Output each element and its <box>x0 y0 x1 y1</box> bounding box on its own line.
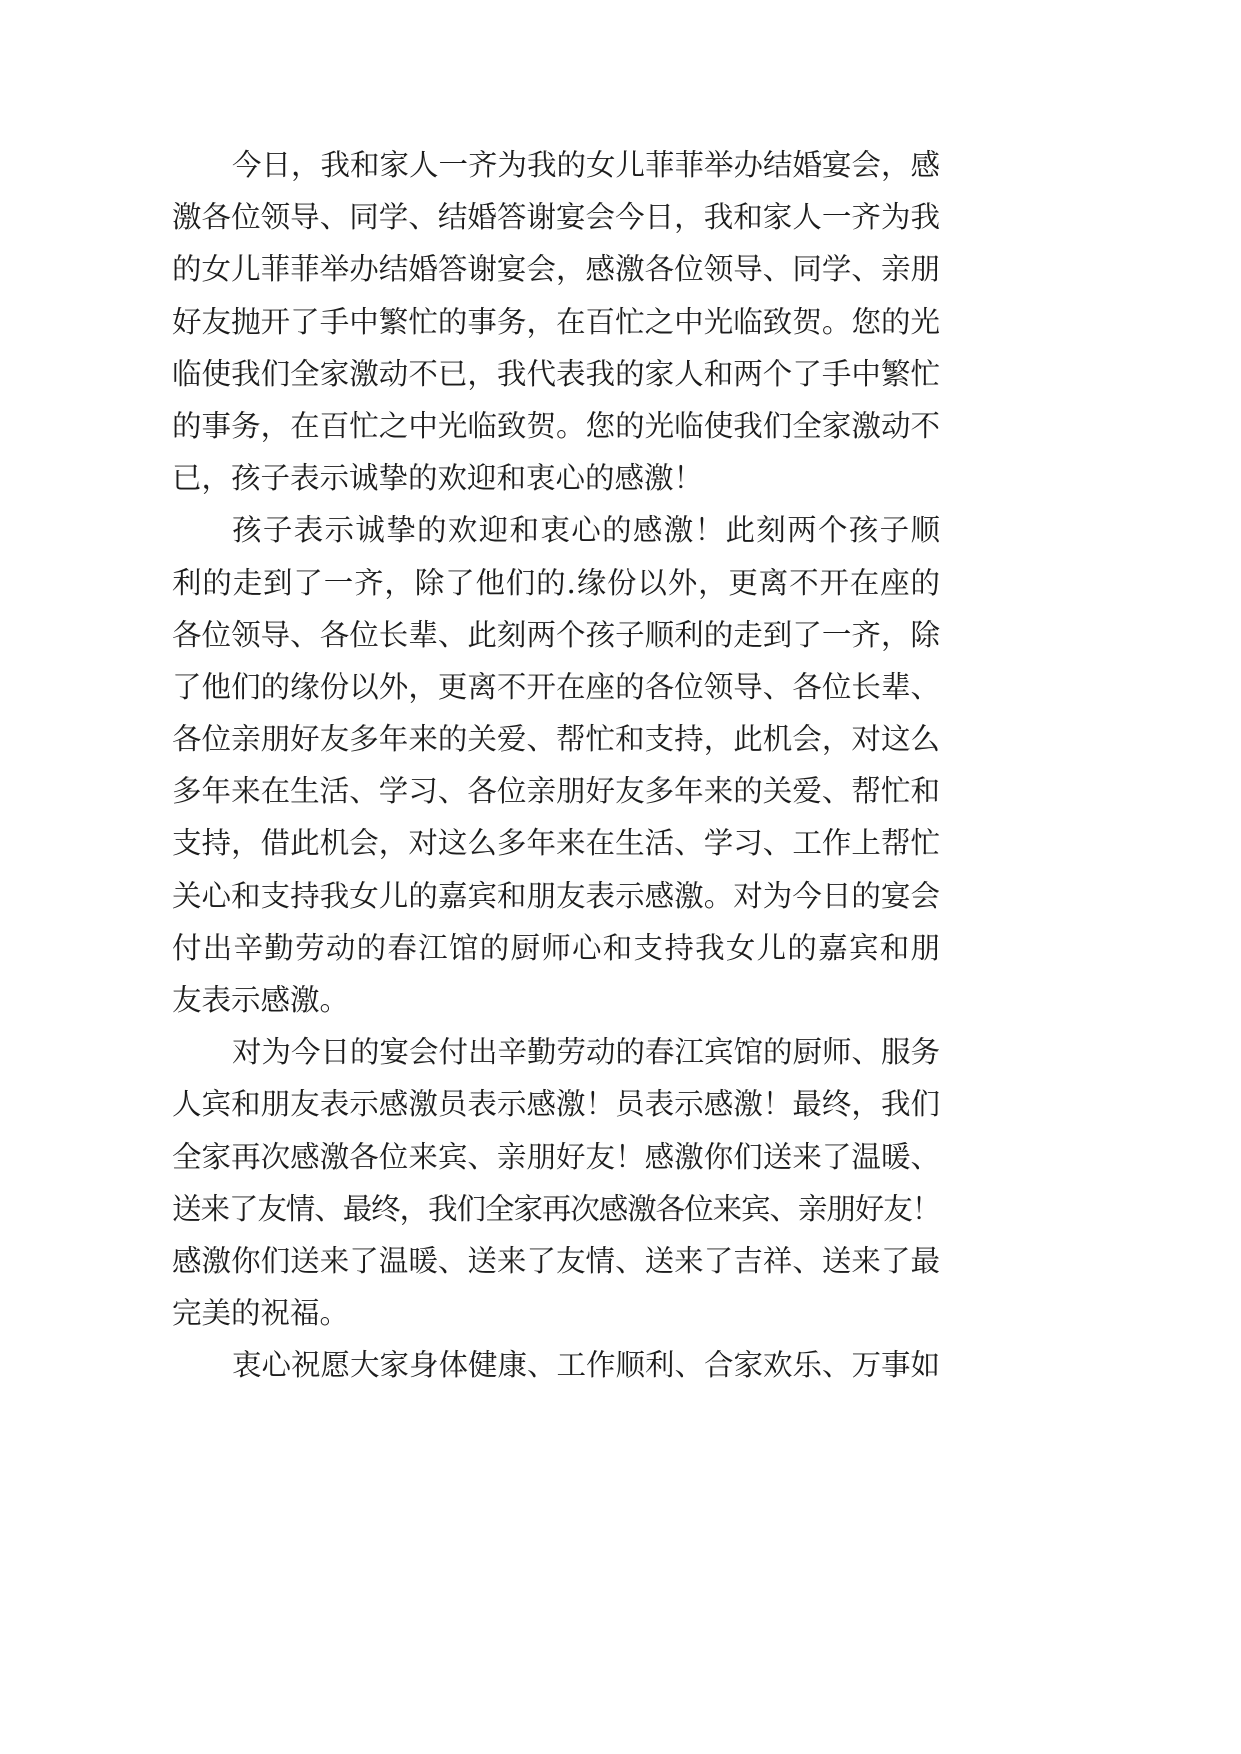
paragraph-1 <box>172 139 940 504</box>
paragraph-3 <box>172 1026 940 1339</box>
text-line: 对为今日的宴会付出辛勤劳动的春江宾馆的厨师、服务 <box>232 1035 941 1070</box>
text-line: 的女儿菲菲举办结婚答谢宴会，感激各位领导、同学、亲朋 <box>172 252 940 287</box>
text-line: 友表示感激。 <box>172 983 350 1017</box>
text-line: 临使我们全家激动不已，我代表我的家人和两个了手中繁忙 <box>172 356 940 391</box>
text-line: 今日，我和家人一齐为我的女儿菲菲举办结婚宴会，感 <box>232 148 941 182</box>
text-line: 的事务，在百忙之中光临致贺。您的光临使我们全家激动不 <box>172 408 940 443</box>
text-line: 多年来在生活、学习、各位亲朋好友多年来的关爱、帮忙和 <box>172 774 940 809</box>
text-line: 了他们的缘份以外，更离不开在座的各位领导、各位长辈、 <box>172 669 940 704</box>
paragraph-2 <box>172 504 940 1026</box>
document-body <box>172 139 940 1392</box>
text-line: 已，孩子表示诚挚的欢迎和衷心的感激！ <box>172 461 704 496</box>
text-line: 支持，借此机会，对这么多年来在生活、学习、工作上帮忙 <box>172 826 940 861</box>
text-line: 感激你们送来了温暖、送来了友情、送来了吉祥、送来了最 <box>172 1243 940 1278</box>
paragraph-4 <box>172 1339 940 1391</box>
text-line: 全家再次感激各位来宾、亲朋好友！感激你们送来了温暖、 <box>172 1139 940 1174</box>
text-line: 孩子表示诚挚的欢迎和衷心的感激！此刻两个孩子顺 <box>232 513 940 548</box>
text-line: 好友抛开了手中繁忙的事务，在百忙之中光临致贺。您的光 <box>172 304 940 339</box>
text-line: 送来了友情、最终，我们全家再次感激各位来宾、亲朋好友！ <box>172 1191 940 1226</box>
text-line: 各位亲朋好友多年来的关爱、帮忙和支持，此机会，对这么 <box>172 722 940 757</box>
text-line: 人宾和朋友表示感激员表示感激！员表示感激！最终，我们 <box>172 1087 940 1122</box>
text-line: 完美的祝福。 <box>172 1296 350 1331</box>
text-line: 激各位领导、同学、结婚答谢宴会今日，我和家人一齐为我 <box>172 200 940 235</box>
text-line: 付出辛勤劳动的春江馆的厨师心和支持我女儿的嘉宾和朋 <box>172 930 940 965</box>
text-line: 衷心祝愿大家身体健康、工作顺利、合家欢乐、万事如 <box>232 1348 941 1383</box>
text-line: 利的走到了一齐，除了他们的.缘份以外，更离不开在座的 <box>172 565 940 600</box>
text-line: 各位领导、各位长辈、此刻两个孩子顺利的走到了一齐，除 <box>172 617 940 652</box>
text-line: 关心和支持我女儿的嘉宾和朋友表示感激。对为今日的宴会 <box>172 878 940 913</box>
